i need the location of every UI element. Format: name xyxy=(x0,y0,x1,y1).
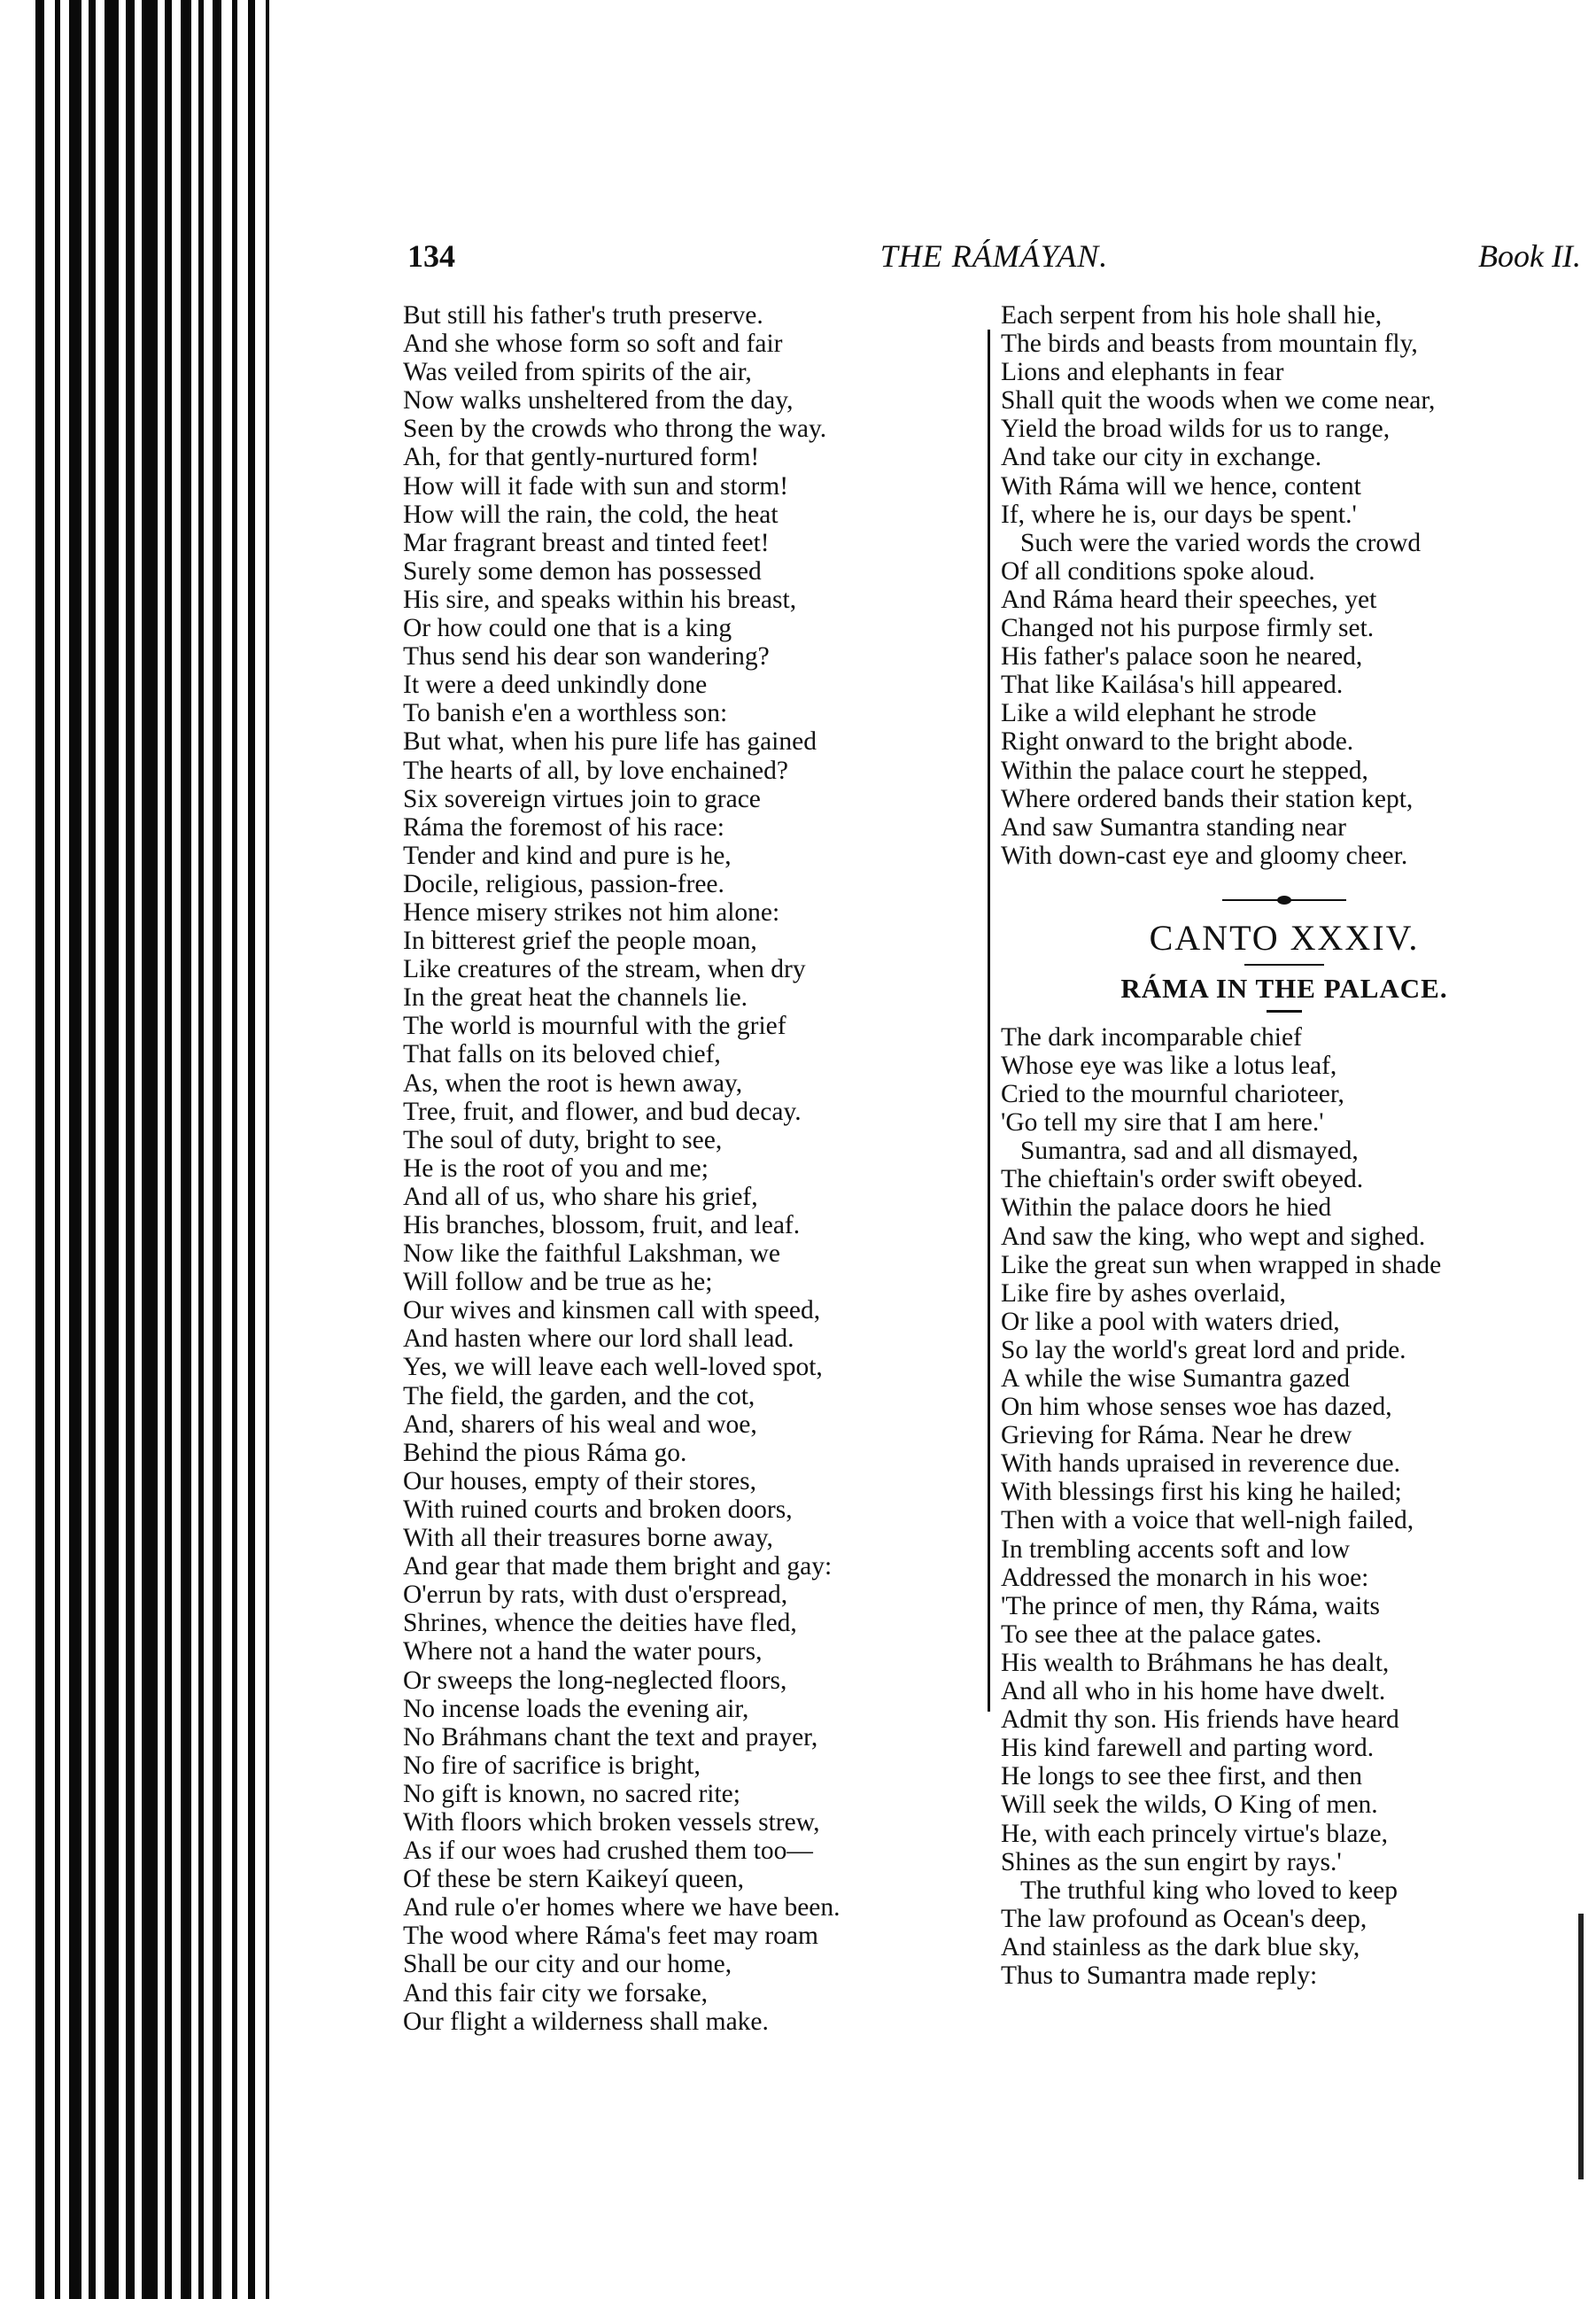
verse-line: Now like the faithful Lakshman, we xyxy=(403,1239,780,1269)
verse-line: Hence misery strikes not him alone: xyxy=(403,897,780,927)
verse-line: Ráma the foremost of his race: xyxy=(403,812,724,842)
verse-line: Each serpent from his hole shall hie, xyxy=(1001,301,1383,330)
verse-line: Our houses, empty of their stores, xyxy=(403,1466,756,1495)
verse-line: The chieftain's order swift obeyed. xyxy=(1001,1165,1364,1194)
verse-line: It were a deed unkindly done xyxy=(403,671,708,700)
verse-line: If, where he is, our days be spent.' xyxy=(1001,500,1357,529)
verse-line: To see thee at the palace gates. xyxy=(1001,1619,1322,1649)
page-edge-shadow xyxy=(1578,1914,1584,2179)
verse-line: The hearts of all, by love enchained? xyxy=(403,756,788,785)
verse-line: With floors which broken vessels strew, xyxy=(403,1807,820,1837)
verse-line: Of these be stern Kaikeyí queen, xyxy=(403,1865,744,1894)
verse-line: In trembling accents soft and low xyxy=(1001,1534,1351,1564)
book-label: Book II. xyxy=(1478,238,1581,274)
verse-line: The birds and beasts from mountain fly, xyxy=(1001,330,1418,359)
verse-line: Docile, religious, passion-free. xyxy=(403,869,724,898)
verse-line: Yes, we will leave each well-loved spot, xyxy=(403,1353,823,1382)
verse-line: And saw Sumantra standing near xyxy=(1001,812,1346,842)
verse-line: He is the root of you and me; xyxy=(403,1153,709,1183)
verse-line: Admit thy son. His friends have heard xyxy=(1001,1705,1399,1735)
verse-line: Tender and kind and pure is he, xyxy=(403,841,732,870)
verse-line: So lay the world's great lord and pride. xyxy=(1001,1335,1406,1364)
verse-line: As if our woes had crushed them too— xyxy=(403,1837,813,1866)
verse-line: Our wives and kinsmen call with speed, xyxy=(403,1296,821,1325)
verse-line: No fire of sacrifice is bright, xyxy=(403,1751,701,1780)
verse-line: The world is mournful with the grief xyxy=(403,1012,786,1041)
verse-line: Surely some demon has possessed xyxy=(403,556,762,586)
verse-line: The soul of duty, bright to see, xyxy=(403,1125,723,1154)
verse-line: With ruined courts and broken doors, xyxy=(403,1495,793,1524)
verse-line: Then with a voice that well-nigh failed, xyxy=(1001,1506,1414,1535)
verse-line: And stainless as the dark blue sky, xyxy=(1001,1932,1360,1961)
verse-line: How will the rain, the cold, the heat xyxy=(403,500,779,529)
verse-line: Like a wild elephant he strode xyxy=(1001,699,1317,728)
verse-line: Where ordered bands their station kept, xyxy=(1001,784,1414,813)
right-column xyxy=(1001,301,1568,1990)
verse-line: To banish e'en a worthless son: xyxy=(403,699,728,728)
verse-line: The truthful king who loved to keep xyxy=(1020,1876,1398,1905)
verse-line: And saw the king, who wept and sighed. xyxy=(1001,1222,1426,1251)
book-binding-edge xyxy=(0,0,283,2299)
verse-line: Cried to the mournful charioteer, xyxy=(1001,1080,1344,1109)
verse-line: Grieving for Ráma. Near he drew xyxy=(1001,1421,1352,1450)
verse-line: As, when the root is hewn away, xyxy=(403,1068,743,1098)
verse-line: And this fair city we forsake, xyxy=(403,1978,709,2008)
verse-line: Within the palace doors he hied xyxy=(1001,1193,1332,1223)
verse-line: Will follow and be true as he; xyxy=(403,1268,713,1297)
verse-line: His branches, blossom, fruit, and leaf. xyxy=(403,1211,801,1239)
verse-line: Or sweeps the long-neglected floors, xyxy=(403,1666,787,1695)
verse-line: Ah, for that gently-nurtured form! xyxy=(403,443,760,472)
verse-line: In the great heat the channels lie. xyxy=(403,983,748,1013)
verse-line: Within the palace court he stepped, xyxy=(1001,756,1368,785)
canto-title: RÁMA IN THE PALACE. xyxy=(1120,972,1448,1004)
verse-line: No Bráhmans chant the text and prayer, xyxy=(403,1722,818,1751)
verse-line: Our flight a wilderness shall make. xyxy=(403,2007,769,2036)
verse-line: Whose eye was like a lotus leaf, xyxy=(1001,1051,1337,1080)
canto-heading: CANTO XXXIV. xyxy=(1149,917,1420,958)
verse-line: And she whose form so soft and fair xyxy=(403,330,783,359)
verse-line: And, sharers of his weal and woe, xyxy=(403,1410,757,1439)
verse-line: His sire, and speaks within his breast, xyxy=(403,585,797,614)
verse-line: Of all conditions spoke aloud. xyxy=(1001,556,1315,586)
verse-line: He longs to see thee first, and then xyxy=(1001,1762,1362,1791)
page-header xyxy=(407,237,1581,282)
verse-line: Tree, fruit, and flower, and bud decay. xyxy=(403,1097,802,1126)
right-column-top-verses xyxy=(1001,301,1568,870)
verse-line: Like creatures of the stream, when dry xyxy=(403,955,806,984)
verse-line: Behind the pious Ráma go. xyxy=(403,1438,687,1467)
verse-line: Shall quit the woods when we come near, xyxy=(1001,386,1436,416)
column-divider xyxy=(988,330,990,1712)
verse-line: Sumantra, sad and all dismayed, xyxy=(1020,1137,1359,1166)
verse-line: Shines as the sun engirt by rays.' xyxy=(1001,1847,1342,1876)
verse-line: Such were the varied words the crowd xyxy=(1020,528,1422,557)
verse-line: And take our city in exchange. xyxy=(1001,443,1322,472)
verse-line: O'errun by rats, with dust o'erspread, xyxy=(403,1581,788,1610)
verse-line: That like Kailása's hill appeared. xyxy=(1001,671,1344,700)
verse-line: The field, the garden, and the cot, xyxy=(403,1381,755,1410)
verse-line: But still his father's truth preserve. xyxy=(403,301,763,330)
verse-line: The dark incomparable chief xyxy=(1001,1022,1302,1052)
verse-line: The wood where Ráma's feet may roam xyxy=(403,1922,818,1951)
verse-line: Changed not his purpose firmly set. xyxy=(1001,614,1375,643)
verse-line: And all of us, who share his grief, xyxy=(403,1182,758,1211)
verse-line: Six sovereign virtues join to grace xyxy=(403,784,761,813)
verse-line: Shall be our city and our home, xyxy=(403,1950,732,1979)
verse-line: And hasten where our lord shall lead. xyxy=(403,1324,794,1354)
verse-line: With down-cast eye and gloomy cheer. xyxy=(1001,841,1408,870)
verse-line: On him whose senses woe has dazed, xyxy=(1001,1393,1392,1422)
verse-line: No incense loads the evening air, xyxy=(403,1694,749,1723)
verse-line: Was veiled from spirits of the air, xyxy=(403,358,752,387)
canto-rule xyxy=(1244,964,1324,966)
title-ornament xyxy=(1267,1010,1302,1013)
verse-line: That falls on its beloved chief, xyxy=(403,1040,721,1069)
verse-line: With Ráma will we hence, content xyxy=(1001,471,1361,501)
verse-line: He, with each princely virtue's blaze, xyxy=(1001,1819,1388,1848)
verse-line: His father's palace soon he neared, xyxy=(1001,642,1363,672)
verse-line: Thus to Sumantra made reply: xyxy=(1001,1961,1318,1990)
verse-line: Now walks unsheltered from the day, xyxy=(403,386,794,416)
verse-line: With all their treasures borne away, xyxy=(403,1524,773,1553)
verse-line: Or like a pool with waters dried, xyxy=(1001,1307,1340,1336)
verse-line: Will seek the wilds, O King of men. xyxy=(1001,1790,1378,1820)
verse-line: With blessings first his king he hailed; xyxy=(1001,1478,1402,1507)
verse-line: A while the wise Sumantra gazed xyxy=(1001,1364,1351,1393)
verse-line: His wealth to Bráhmans he has dealt, xyxy=(1001,1648,1390,1677)
verse-line: Right onward to the bright abode. xyxy=(1001,727,1354,757)
verse-line: Like fire by ashes overlaid, xyxy=(1001,1278,1286,1308)
verse-line: And rule o'er homes where we have been. xyxy=(403,1893,841,1922)
verse-line: With hands upraised in reverence due. xyxy=(1001,1449,1400,1479)
verse-line: His kind farewell and parting word. xyxy=(1001,1734,1375,1763)
verse-line: In bitterest grief the people moan, xyxy=(403,927,757,956)
verse-line: Seen by the crowds who throng the way. xyxy=(403,415,827,444)
verse-line: Thus send his dear son wandering? xyxy=(403,642,770,672)
right-column-bottom-verses xyxy=(1001,1023,1568,1990)
verse-line: Or how could one that is a king xyxy=(403,614,732,643)
verse-line: 'The prince of men, thy Ráma, waits xyxy=(1001,1591,1381,1620)
verse-line: Addressed the monarch in his woe: xyxy=(1001,1563,1369,1592)
verse-line: Lions and elephants in fear xyxy=(1001,358,1284,387)
verse-line: But what, when his pure life has gained xyxy=(403,727,817,757)
verse-line: And all who in his home have dwelt. xyxy=(1001,1677,1386,1706)
left-column xyxy=(403,301,979,2036)
verse-line: And Ráma heard their speeches, yet xyxy=(1001,585,1377,614)
verse-line: 'Go tell my sire that I am here.' xyxy=(1001,1108,1324,1138)
verse-line: Like the great sun when wrapped in shade xyxy=(1001,1250,1442,1279)
ornament-divider xyxy=(1222,895,1346,905)
verse-line: Mar fragrant breast and tinted feet! xyxy=(403,528,770,557)
verse-line: How will it fade with sun and storm! xyxy=(403,471,789,501)
verse-line: The law profound as Ocean's deep, xyxy=(1001,1904,1367,1933)
verse-line: Where not a hand the water pours, xyxy=(403,1637,763,1666)
verse-line: And gear that made them bright and gay: xyxy=(403,1552,833,1581)
running-title: THE RÁMÁYAN. xyxy=(879,238,1109,274)
verse-line: No gift is known, no sacred rite; xyxy=(403,1779,740,1808)
verse-line: Shrines, whence the deities have fled, xyxy=(403,1609,797,1638)
verse-line: Yield the broad wilds for us to range, xyxy=(1001,415,1391,444)
page-number: 134 xyxy=(407,238,455,274)
